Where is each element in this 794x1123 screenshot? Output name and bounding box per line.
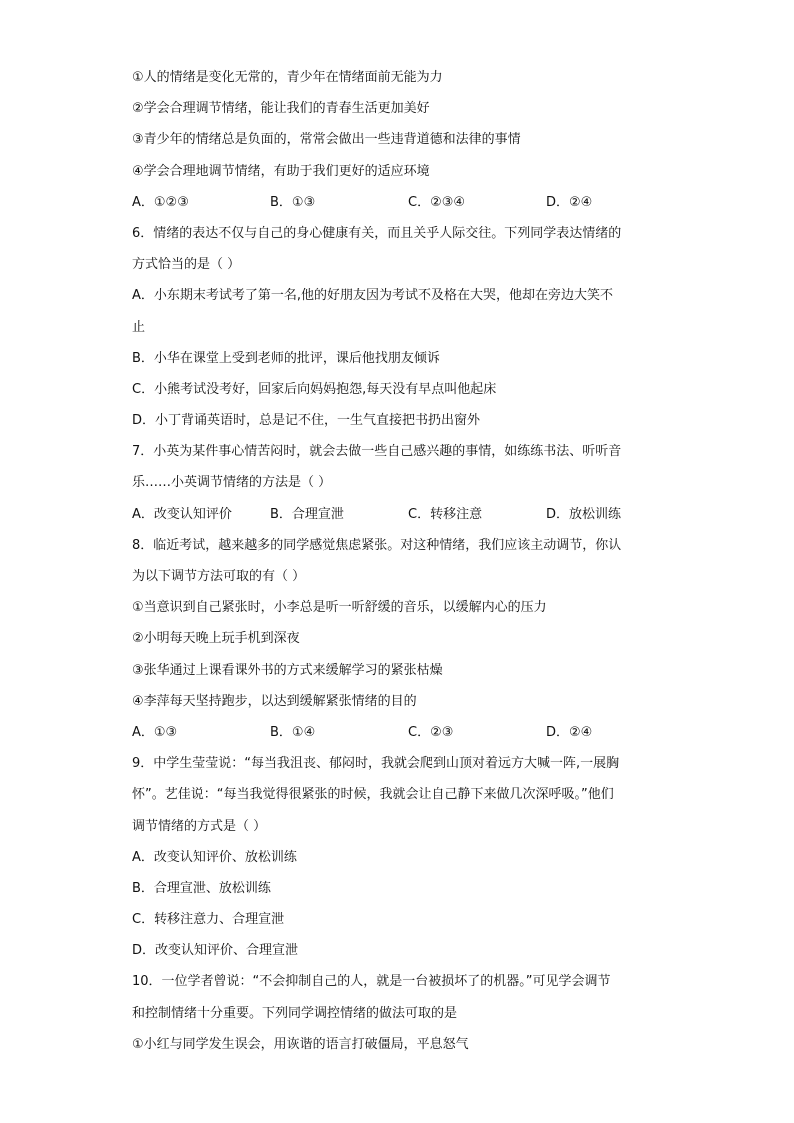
q10-stem-line-1: 10．一位学者曾说：“不会抑制自己的人，就是一台被损坏了的机器。”可见学会调节 bbox=[132, 974, 611, 990]
q7-option-c: C．转移注意 bbox=[408, 506, 483, 522]
q7-stem-line-2: 乐……小英调节情绪的方法是（ ） bbox=[132, 475, 332, 491]
q7-option-d: D．放松训练 bbox=[546, 506, 622, 522]
q8-item-2: ②小明每天晚上玩手机到深夜 bbox=[132, 631, 300, 647]
q5-option-d: D．②④ bbox=[546, 194, 593, 210]
q9-option-d: D．改变认知评价、合理宣泄 bbox=[132, 943, 299, 959]
q6-stem-line-2: 方式恰当的是（ ） bbox=[132, 257, 241, 273]
statement-3: ③青少年的情绪总是负面的，常常会做出一些违背道德和法律的事情 bbox=[132, 132, 521, 148]
q7-option-b: B．合理宣泄 bbox=[270, 506, 344, 522]
q9-stem-line-3: 调节情绪的方式是（ ） bbox=[132, 818, 267, 834]
q6-option-a-cont: 止 bbox=[132, 319, 146, 335]
q10-item-1: ①小红与同学发生误会，用诙谐的语言打破僵局，平息怒气 bbox=[132, 1036, 469, 1052]
q8-option-c: C．②③ bbox=[408, 724, 454, 740]
q9-option-b: B．合理宣泄、放松训练 bbox=[132, 880, 271, 896]
q8-item-1: ①当意识到自己紧张时，小李总是听一听舒缓的音乐，以缓解内心的压力 bbox=[132, 600, 547, 616]
q6-option-d: D．小丁背诵英语时，总是记不住，一生气直接把书扔出窗外 bbox=[132, 413, 481, 429]
q10-stem-line-2: 和控制情绪十分重要。下列同学调控情绪的做法可取的是 bbox=[132, 1005, 458, 1021]
q8-option-a: A．①③ bbox=[132, 724, 178, 740]
q6-option-b: B．小华在课堂上受到老师的批评，课后他找朋友倾诉 bbox=[132, 350, 440, 366]
q9-stem-line-1: 9．中学生莹莹说：“每当我沮丧、郁闷时，我就会爬到山顶对着远方大喊一阵,一展胸 bbox=[132, 756, 620, 772]
q6-stem-line-1: 6．情绪的表达不仅与自己的身心健康有关，而且关乎人际交往。下列同学表达情绪的 bbox=[132, 225, 622, 241]
question-content bbox=[132, 62, 672, 1060]
statement-4: ④学会合理地调节情绪，有助于我们更好的适应环境 bbox=[132, 163, 430, 179]
q8-options bbox=[132, 717, 672, 748]
q5-option-c: C．②③④ bbox=[408, 194, 466, 210]
q6-option-c: C．小熊考试没考好，回家后向妈妈抱怨,每天没有早点叫他起床 bbox=[132, 381, 497, 397]
q6-option-a: A．小东期末考试考了第一名,他的好朋友因为考试不及格在大哭，他却在旁边大笑不 bbox=[132, 288, 614, 304]
q7-option-a: A．改变认知评价 bbox=[132, 506, 232, 522]
q8-item-4: ④李萍每天坚持跑步，以达到缓解紧张情绪的目的 bbox=[132, 693, 417, 709]
q8-stem-line-2: 为以下调节方法可取的有（ ） bbox=[132, 569, 306, 584]
q5-options bbox=[132, 187, 672, 218]
q8-stem-line-1: 8．临近考试，越来越多的同学感觉焦虑紧张。对这种情绪，我们应该主动调节，你认 bbox=[132, 537, 622, 553]
statement-2: ②学会合理调节情绪，能让我们的青春生活更加美好 bbox=[132, 101, 430, 117]
q7-options bbox=[132, 499, 672, 530]
q8-option-b: B．①④ bbox=[270, 724, 316, 740]
q9-option-a: A．改变认知评价、放松训练 bbox=[132, 849, 297, 865]
q7-stem-line-1: 7．小英为某件事心情苦闷时，就会去做一些自己感兴趣的事情，如练练书法、听听音 bbox=[132, 444, 622, 460]
q8-item-3: ③张华通过上课看课外书的方式来缓解学习的紧张枯燥 bbox=[132, 662, 443, 678]
q8-option-d: D．②④ bbox=[546, 724, 593, 740]
q5-option-b: B．①③ bbox=[270, 194, 316, 210]
statement-1: ①人的情绪是变化无常的，青少年在情绪面前无能为力 bbox=[132, 70, 443, 85]
q5-option-a: A．①②③ bbox=[132, 194, 189, 210]
q9-stem-line-2: 怀”。艺佳说：“每当我觉得很紧张的时候，我就会让自己静下来做几次深呼吸。”他们 bbox=[132, 787, 614, 803]
q9-option-c: C．转移注意力、合理宣泄 bbox=[132, 912, 285, 928]
